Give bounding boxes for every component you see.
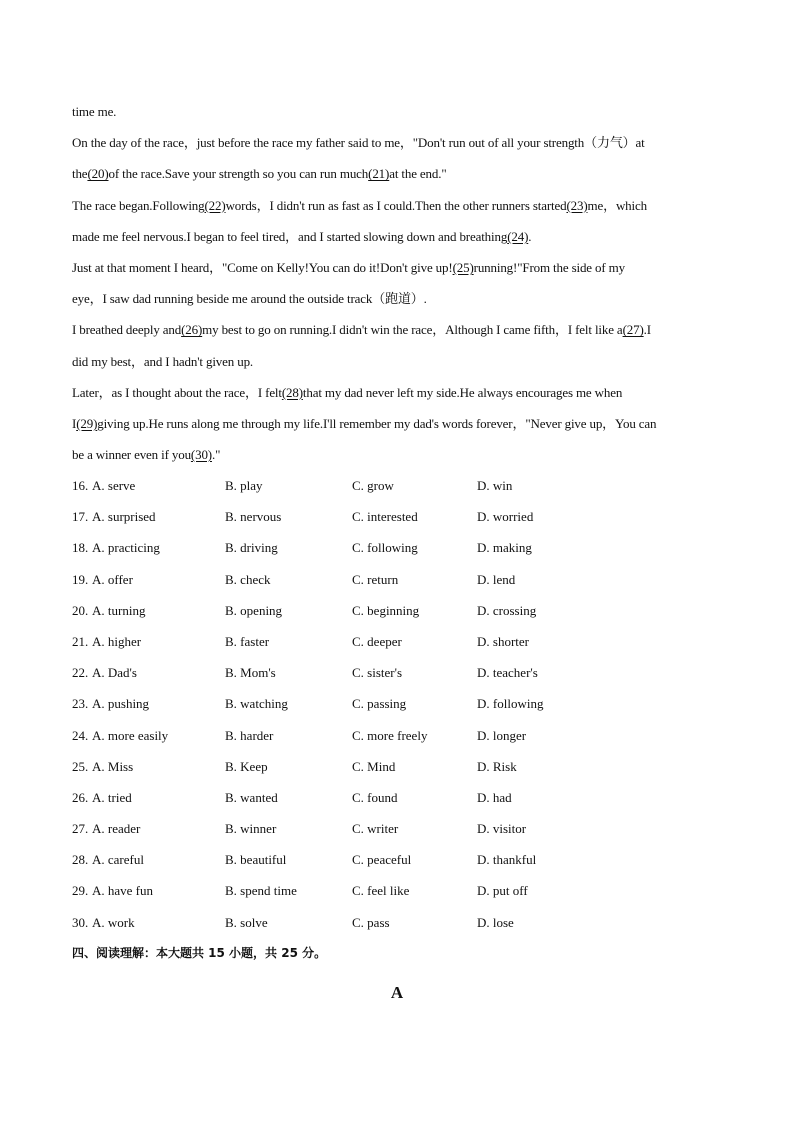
option-c: C. passing	[352, 696, 407, 712]
question-number: 17.	[72, 509, 89, 525]
option-d: D. thankful	[477, 852, 537, 868]
question-number: 28.	[72, 852, 89, 868]
question-number: 18.	[72, 540, 89, 556]
passage-text: me，which	[587, 197, 647, 213]
passage-line	[72, 227, 724, 258]
option-a: A. serve	[92, 478, 136, 493]
option-b: B. Keep	[225, 758, 268, 774]
option-b: B. opening	[225, 602, 283, 618]
option-d: D. lend	[477, 571, 516, 587]
passage-text: made me feel nervous.I began to feel tired，and I started slowing down and breathing	[72, 228, 508, 244]
passage-text: words，I didn't run as fast as I could.Then the other runners started	[225, 197, 567, 213]
passage-text: my best to go on running.I didn't win the race，Although I came fifth，I felt like a	[202, 322, 623, 338]
option-a: A. surprised	[92, 509, 156, 525]
section-heading: 四、阅读理解：本大题共 15 小题，共 25 分。	[72, 946, 327, 960]
blank-25: (25)	[452, 259, 474, 275]
part-label: A	[390, 983, 404, 1002]
option-b: B. nervous	[225, 509, 282, 525]
passage-line	[72, 164, 724, 195]
option-d: D. had	[477, 789, 512, 805]
question-number: 22.	[72, 665, 89, 681]
passage-text: The race began.Following	[72, 197, 205, 213]
option-d: D. shorter	[477, 633, 529, 649]
question-number: 29.	[72, 883, 89, 899]
passage-text: time me.	[72, 104, 117, 119]
passage-text: On the day of the race，just before the race my father said to me，"Don't run out of all your strength（力气）at	[72, 135, 645, 151]
option-b: B. winner	[225, 821, 277, 837]
option-c: C. sister's	[352, 665, 403, 681]
option-d: D. put off	[477, 883, 528, 899]
question-row	[72, 570, 724, 601]
question-row	[72, 663, 724, 694]
option-d: D. longer	[477, 727, 527, 743]
option-c: C. grow	[352, 478, 394, 493]
option-b: B. beautiful	[225, 852, 287, 868]
question-row	[72, 538, 724, 569]
option-c: C. beginning	[352, 602, 420, 618]
option-d: D. win	[477, 478, 513, 493]
option-d: D. Risk	[477, 758, 517, 774]
option-b: B. faster	[225, 633, 270, 649]
option-a: A. careful	[92, 852, 144, 868]
option-b: B. play	[225, 478, 263, 493]
option-a: A. practicing	[92, 540, 160, 556]
question-row	[72, 601, 724, 632]
blank-20: (20)	[87, 166, 109, 182]
passage-line	[72, 102, 724, 133]
question-number: 24.	[72, 727, 89, 743]
option-c: C. interested	[352, 509, 418, 525]
blank-22: (22)	[204, 197, 226, 213]
question-row	[72, 476, 724, 507]
option-d: D. worried	[477, 509, 534, 525]
blank-30: (30)	[190, 447, 212, 463]
option-d: D. following	[477, 696, 544, 712]
option-d: D. making	[477, 540, 532, 556]
option-b: B. check	[225, 571, 271, 587]
question-row	[72, 913, 724, 944]
option-c: C. deeper	[352, 633, 402, 649]
option-a: A. offer	[92, 571, 133, 587]
passage-text: ."	[211, 447, 221, 463]
option-a: A. higher	[92, 633, 142, 649]
question-row	[72, 850, 724, 881]
option-b: B. spend time	[225, 883, 297, 899]
option-a: A. more easily	[92, 727, 169, 743]
option-d: D. crossing	[477, 602, 537, 618]
option-b: B. Mom's	[225, 665, 276, 681]
option-c: C. following	[352, 540, 418, 556]
question-number: 25.	[72, 758, 89, 774]
answer-options-list	[72, 476, 724, 944]
option-c: C. peaceful	[352, 852, 412, 868]
question-number: 16.	[72, 478, 89, 493]
option-c: C. pass	[352, 914, 390, 930]
passage-line	[72, 414, 724, 445]
passage-text: giving up.He runs along me through my life.I'll remember my dad's words forever，"Never give up，You can	[97, 415, 657, 431]
blank-29: (29)	[76, 415, 98, 431]
option-a: A. tried	[92, 789, 132, 805]
passage-text: running!"From the side of my	[473, 259, 625, 275]
passage-line	[72, 289, 724, 320]
blank-23: (23)	[566, 197, 588, 213]
question-row	[72, 881, 724, 912]
blank-21: (21)	[368, 166, 390, 182]
question-number: 26.	[72, 789, 89, 805]
option-a: A. turning	[92, 602, 146, 618]
passage-text: the	[72, 166, 88, 182]
blank-28: (28)	[281, 384, 303, 400]
question-number: 27.	[72, 821, 89, 837]
option-a: A. have fun	[92, 883, 154, 899]
passage-line	[72, 133, 724, 164]
passage-text: at the end."	[389, 166, 447, 182]
option-a: A. reader	[92, 821, 141, 837]
option-c: C. return	[352, 571, 399, 587]
question-row	[72, 726, 724, 757]
question-row	[72, 819, 724, 850]
option-c: C. Mind	[352, 758, 396, 774]
option-d: D. teacher's	[477, 665, 538, 681]
question-row	[72, 788, 724, 819]
question-number: 23.	[72, 696, 89, 712]
option-c: C. writer	[352, 821, 399, 837]
passage-line	[72, 320, 724, 351]
option-b: B. watching	[225, 696, 288, 712]
question-row	[72, 694, 724, 725]
passage-text: .	[528, 228, 532, 244]
passage-text: Later，as I thought about the race，I felt	[72, 384, 282, 400]
cloze-passage	[72, 102, 724, 476]
option-a: A. Dad's	[92, 665, 137, 681]
question-number: 19.	[72, 571, 89, 587]
passage-text: that my dad never left my side.He always encourages me when	[302, 384, 623, 400]
passage-text: I	[72, 415, 77, 431]
passage-text: of the race.Save your strength so you can run much	[108, 166, 369, 182]
passage-text: I breathed deeply and	[72, 322, 182, 338]
passage-text: Just at that moment I heard，"Come on Kelly!You can do it!Don't give up!	[72, 259, 453, 275]
option-b: B. wanted	[225, 789, 278, 805]
option-c: C. more freely	[352, 727, 428, 743]
question-number: 20.	[72, 602, 89, 618]
option-b: B. solve	[225, 914, 268, 930]
passage-line	[72, 445, 724, 476]
passage-line	[72, 383, 724, 414]
question-number: 21.	[72, 633, 89, 649]
option-c: C. feel like	[352, 883, 410, 899]
option-d: D. visitor	[477, 821, 527, 837]
passage-line	[72, 258, 724, 289]
option-a: A. Miss	[92, 758, 134, 774]
passage-text: be a winner even if you	[72, 447, 191, 463]
blank-26: (26)	[181, 322, 203, 338]
option-c: C. found	[352, 789, 398, 805]
passage-text: .I	[643, 322, 651, 338]
question-row	[72, 757, 724, 788]
passage-text: eye，I saw dad running beside me around the outside track（跑道）.	[72, 291, 427, 307]
option-a: A. pushing	[92, 696, 150, 712]
question-row	[72, 632, 724, 663]
option-b: B. driving	[225, 540, 278, 556]
blank-24: (24)	[507, 228, 529, 244]
option-a: A. work	[92, 914, 135, 930]
option-b: B. harder	[225, 727, 274, 743]
question-number: 30.	[72, 914, 89, 930]
passage-text: did my best，and I hadn't given up.	[72, 353, 254, 369]
option-d: D. lose	[477, 914, 514, 930]
question-row	[72, 507, 724, 538]
passage-line	[72, 352, 724, 383]
blank-27: (27)	[622, 322, 644, 338]
passage-line	[72, 196, 724, 227]
